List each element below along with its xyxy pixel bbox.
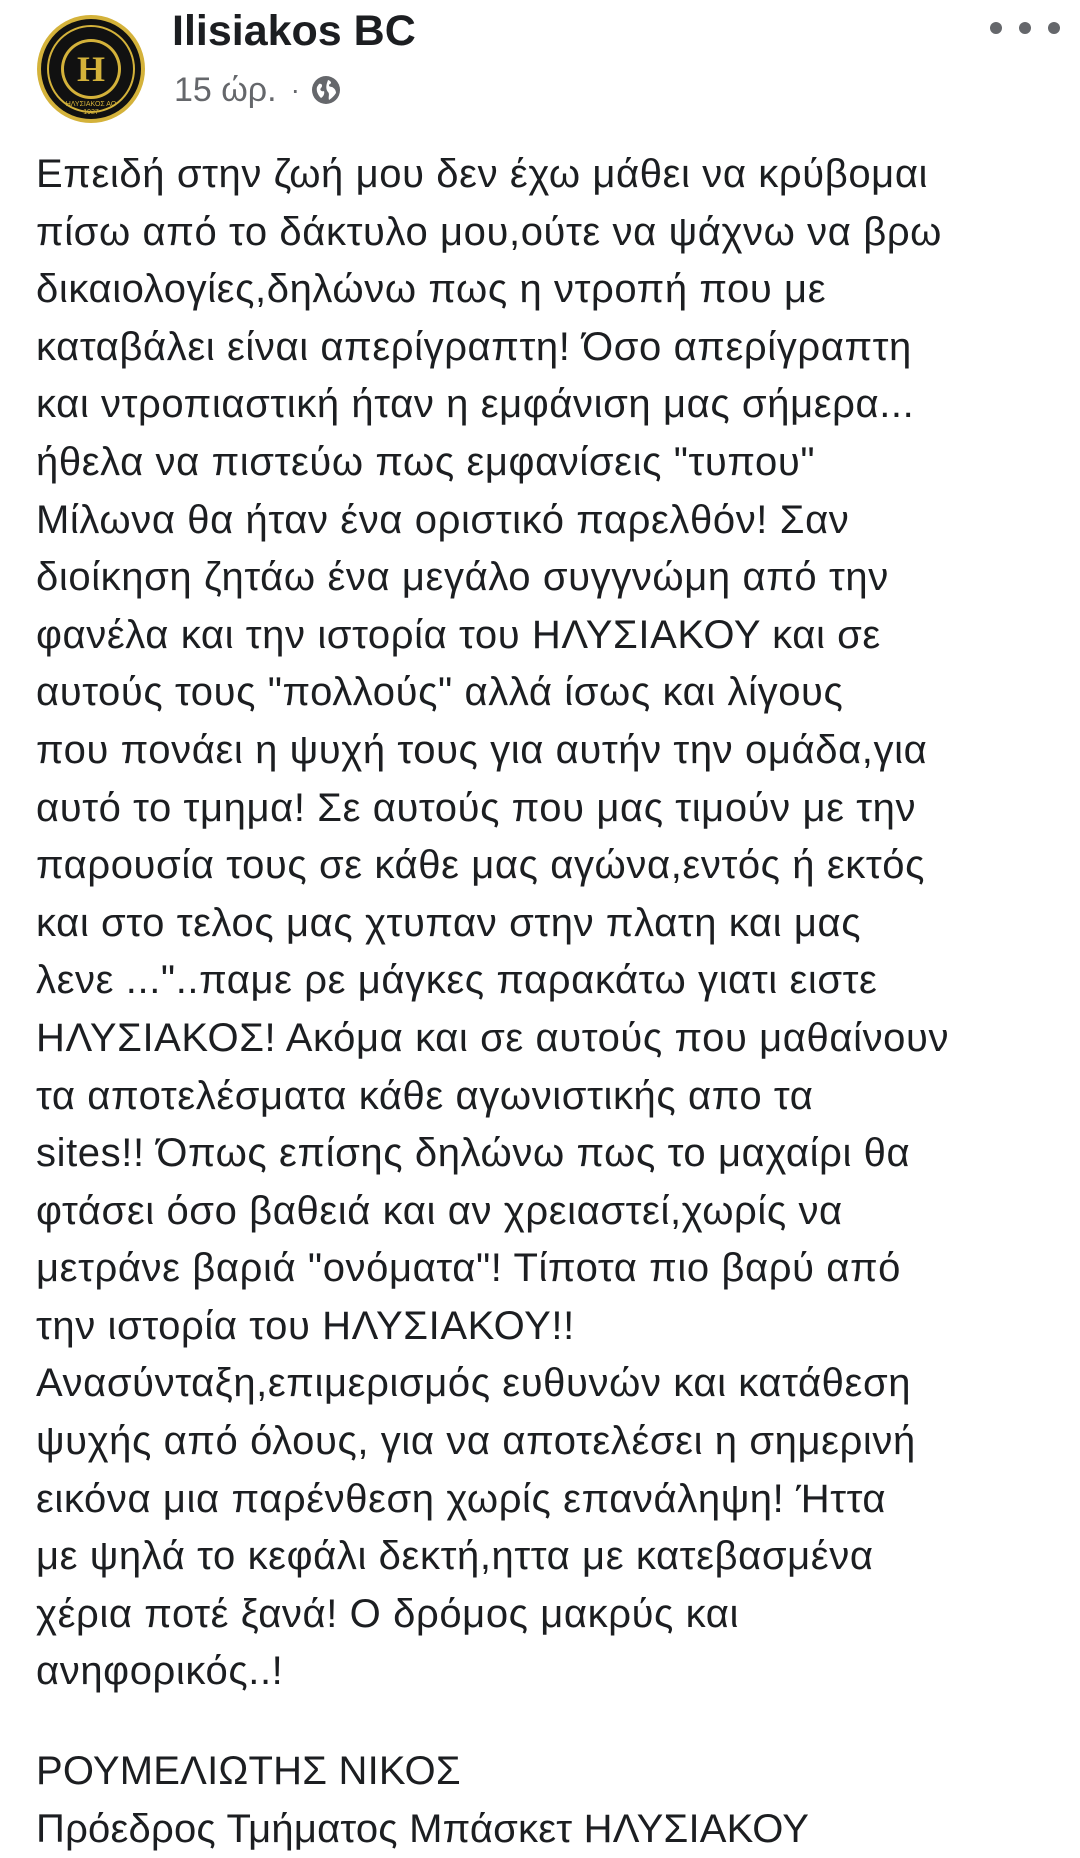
crest-bottom-text: ΗΛΥΣΙΑΚΟΣ ΑΟ <box>65 101 117 108</box>
post-header <box>0 0 1080 130</box>
post-timestamp[interactable]: 15 ώρ. <box>174 71 277 109</box>
meta-separator: · <box>290 74 300 106</box>
signature-name: ΡΟΥΜΕΛΙΩΤΗΣ ΝΙΚΟΣ <box>36 1749 461 1793</box>
crest-year: 1927 <box>83 109 99 116</box>
more-dot <box>990 22 1002 34</box>
post-signature <box>36 1742 1046 1858</box>
post-meta <box>174 70 342 111</box>
page-name[interactable]: Ilisiakos BC <box>172 7 416 55</box>
more-dot <box>1048 22 1060 34</box>
more-options-icon[interactable] <box>990 8 1060 48</box>
post-text: Επειδή στην ζωή μου δεν έχω μάθει να κρύβομαι πίσω από το δάκτυλο μου,ούτε να ψάχνω να βρω δικαιολογίες,δηλώνω πως η ντροπή που με καταβάλει είναι απερίγραπτη! Όσο απερίγραπτη και ντροπιαστική ήταν η εμφάνιση μας σήμερα... ήθελα να πιστεύω πως εμφανίσεις "τυπου" Μίλωνα θα ήταν ένα οριστικό παρελθόν! Σαν διοίκηση ζητάω ένα μεγάλο συγγνώμη από την φανέλα και την ιστορία του ΗΛΥΣΙΑΚΟΥ και σε αυτούς τους "πολλούς" αλλά ίσως και λίγους που πονάει η ψυχή τους για αυτήν την ομάδα,για αυτό το τμημα! Σε αυτούς που μας τιμούν με την παρουσία τους σε κάθε μας αγώνα,εντός ή εκτός και στο τελος μας χτυπαν στην πλατη και μας λενε ..."..παμε ρε μάγκες παρακάτω γιατι ειστε ΗΛΥΣΙΑΚΟΣ! Ακόμα και σε αυτούς που μαθαίνουν τα αποτελέσματα κάθε αγωνιστικής απο τα sites!! Όπως επίσης δηλώνω πως το μαχαίρι θα φτάσει όσο βαθειά και αν χρειαστεί,χωρίς να μετράνε βαριά "ονόματα"! Τίποτα πιο βαρύ από την ιστορία του ΗΛΥΣΙΑΚΟΥ!! Ανασύνταξη,επιμερισμός ευθυνών και κατάθεση ψυχής από όλους, για να αποτελέσει η σημερινή εικόνα μια παρένθεση χωρίς επανάληψη! Ήττα με ψηλά το κεφάλι δεκτή,ηττα με κατεβασμένα χέρια ποτέ ξανά! Ο δρόμος μακρύς και ανηφορικός..! <box>36 152 950 1694</box>
more-dot <box>1019 22 1031 34</box>
signature-title: Πρόεδρος Τμήματος Μπάσκετ ΗΛΥΣΙΑΚΟΥ <box>36 1807 810 1851</box>
crest-letter: H <box>76 49 106 89</box>
club-crest-logo <box>36 14 146 124</box>
globe-icon[interactable] <box>310 74 342 106</box>
page-avatar[interactable] <box>36 14 146 124</box>
